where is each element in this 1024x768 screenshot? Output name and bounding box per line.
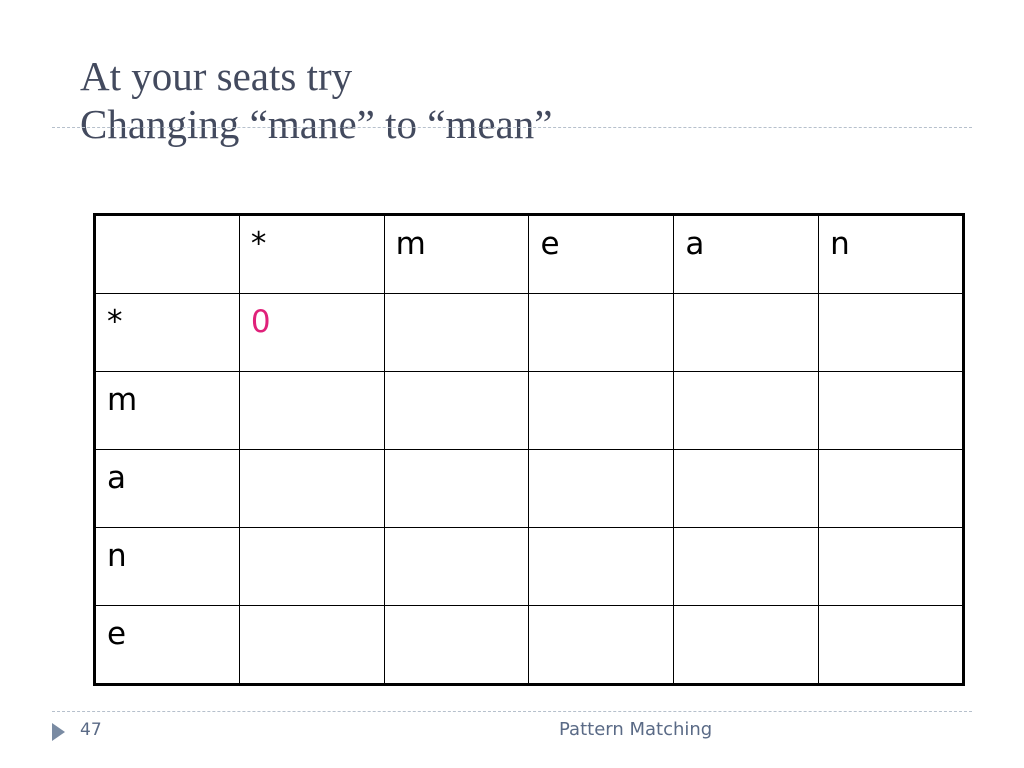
- bullet-triangle-icon: [52, 723, 65, 741]
- table-cell: [674, 372, 819, 450]
- table-cell: [384, 528, 529, 606]
- table-cell: [529, 294, 674, 372]
- table-cell: [819, 606, 964, 685]
- table-cell: n: [95, 528, 240, 606]
- table-cell: [529, 450, 674, 528]
- table-cell: [239, 450, 384, 528]
- title-line-2: Changing “mane” to “mean”: [80, 101, 553, 147]
- table-cell: *: [95, 294, 240, 372]
- footer-divider: [52, 711, 972, 712]
- table-cell: [674, 528, 819, 606]
- table-cell-highlighted: 0: [239, 294, 384, 372]
- table-cell: a: [95, 450, 240, 528]
- title-divider: [52, 127, 972, 128]
- table-cell: [529, 372, 674, 450]
- table-row: [95, 294, 964, 372]
- table-cell: [674, 606, 819, 685]
- table-cell: [384, 372, 529, 450]
- table-row: [95, 450, 964, 528]
- table-cell: [239, 528, 384, 606]
- table-cell: [384, 450, 529, 528]
- table-cell: [529, 606, 674, 685]
- table-row: [95, 528, 964, 606]
- table-cell: m: [384, 215, 529, 294]
- table-cell: a: [674, 215, 819, 294]
- table-cell: *: [239, 215, 384, 294]
- table-cell: m: [95, 372, 240, 450]
- table-cell: [239, 372, 384, 450]
- table-cell: [819, 528, 964, 606]
- slide-title: [80, 52, 552, 148]
- table-cell: [819, 450, 964, 528]
- table-cell: [819, 294, 964, 372]
- table-cell: e: [529, 215, 674, 294]
- table-cell: [239, 606, 384, 685]
- edit-distance-table: [93, 213, 965, 686]
- table-cell: [674, 450, 819, 528]
- page-number: 47: [80, 720, 102, 740]
- table-row: [95, 606, 964, 685]
- table-cell: e: [95, 606, 240, 685]
- table-cell: n: [819, 215, 964, 294]
- table-cell: [819, 372, 964, 450]
- title-line-1: At your seats try: [80, 53, 353, 99]
- table-cell: [95, 215, 240, 294]
- table-cell: [384, 606, 529, 685]
- table-header-row: [95, 215, 964, 294]
- table-cell: [384, 294, 529, 372]
- table-cell: [674, 294, 819, 372]
- footer-title: Pattern Matching: [559, 719, 713, 740]
- table-row: [95, 372, 964, 450]
- table-cell: [529, 528, 674, 606]
